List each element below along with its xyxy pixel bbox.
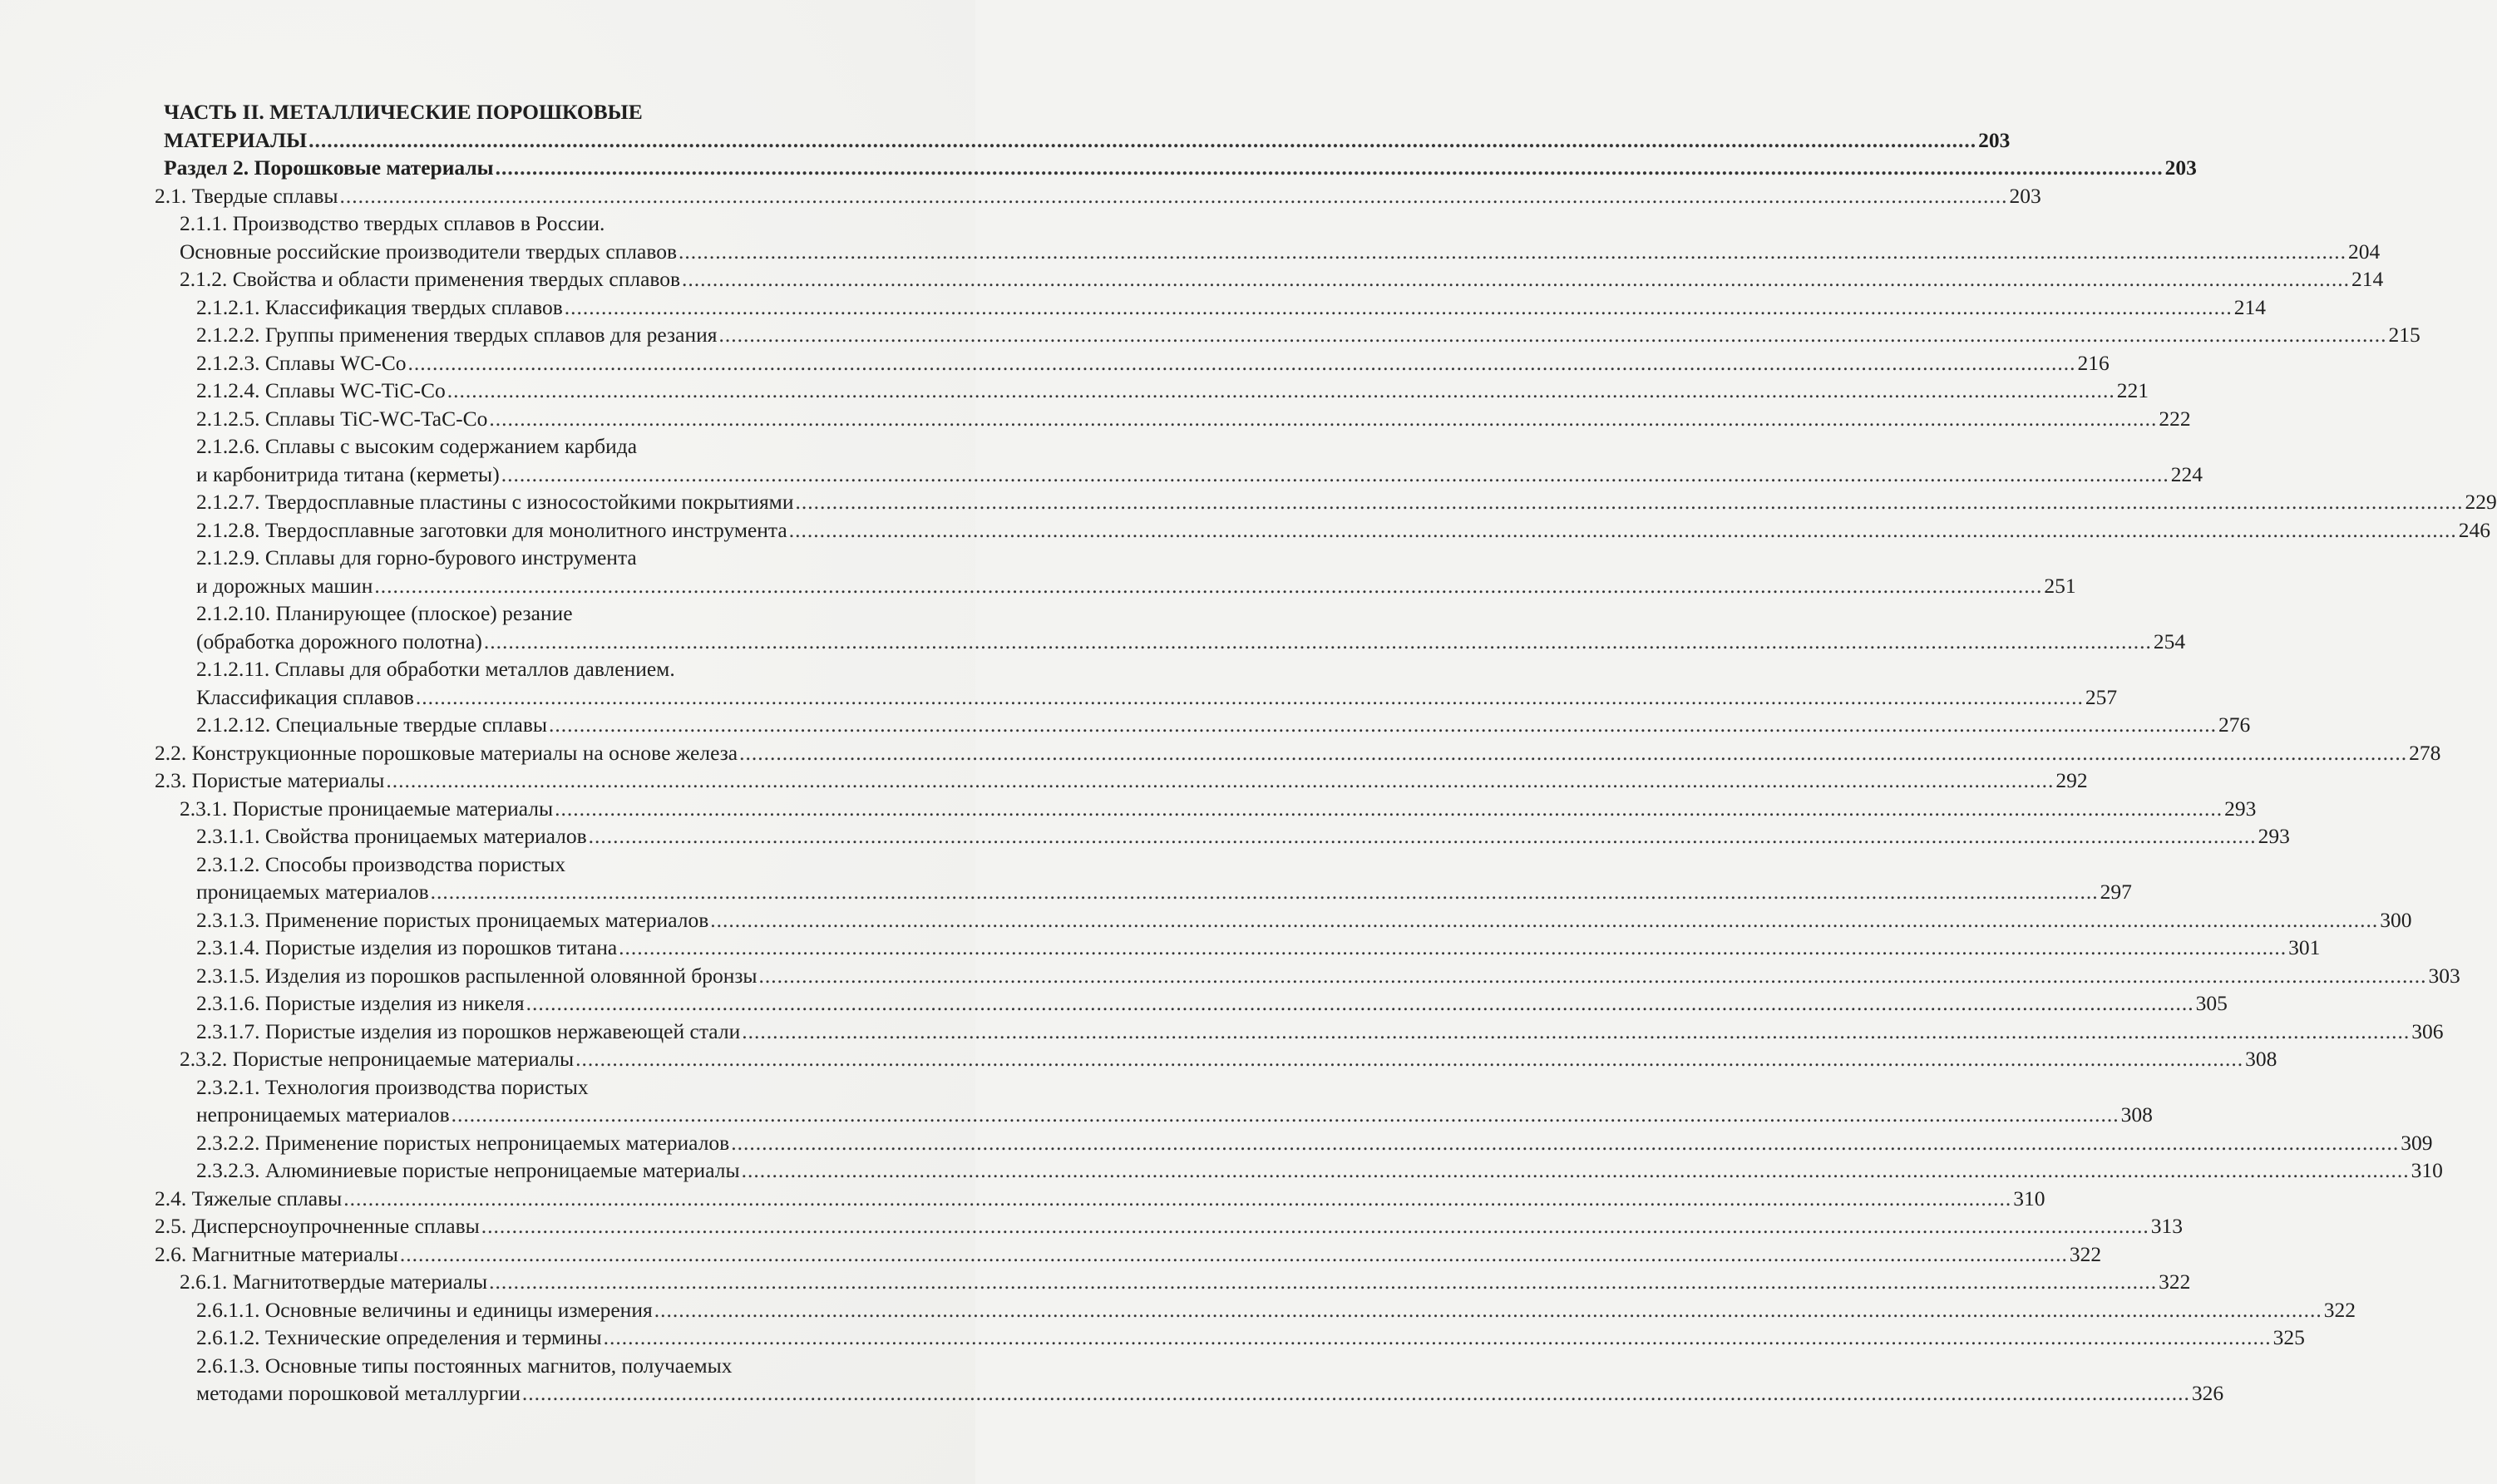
toc-entry-title: 2.1.2. Свойства и области применения твердых сплавов [180, 267, 681, 291]
dot-leader [400, 1240, 2068, 1269]
toc-entry [0, 98, 2011, 154]
toc-entry [0, 906, 2412, 934]
toc-entry [0, 655, 2118, 711]
table-of-contents [0, 98, 2497, 1408]
toc-entry [0, 739, 2441, 767]
dot-leader [343, 1185, 2011, 1213]
toc-entry-title: 2.6.1.2. Технические определения и термины [196, 1325, 602, 1349]
toc-page-number: 293 [2258, 824, 2290, 848]
dot-leader [452, 1101, 2119, 1129]
toc-page-number: 203 [1978, 127, 2011, 152]
toc-entry-title-line: 2.1.2.9. Сплавы для горно-бурового инструмента [196, 545, 637, 569]
toc-entry-title: методами порошковой металлургии [196, 1381, 521, 1405]
toc-entry-title: 2.1.2.4. Сплавы WC-TiC-Co [196, 378, 446, 402]
toc-entry [0, 1212, 2184, 1240]
toc-entry-title: Раздел 2. Порошковые материалы [164, 155, 494, 180]
toc-page-number: 303 [2428, 963, 2460, 988]
dot-leader [374, 572, 2042, 600]
toc-entry-title-line: 2.1.2.6. Сплавы с высоким содержанием карбида [196, 434, 638, 458]
toc-entry-title: 2.3.1.5. Изделия из порошков распыленной оловянной бронзы [196, 963, 757, 988]
dot-leader [549, 711, 2217, 739]
toc-entry-title-line: 2.3.1.2. Способы производства пористых [196, 851, 566, 876]
toc-entry-title: 2.1. Твердые сплавы [155, 183, 338, 208]
toc-entry [0, 1129, 2433, 1157]
toc-entry [0, 349, 2110, 377]
toc-entry [0, 1296, 2356, 1324]
toc-entry [0, 1268, 2191, 1296]
toc-entry [0, 321, 2421, 349]
toc-entry-title: 2.5. Дисперсноупрочненные сплавы [155, 1214, 480, 1238]
dot-leader [447, 377, 2115, 405]
dot-leader [739, 739, 2407, 767]
toc-entry-title: 2.3.2.2. Применение пористых непроницаемых материалов [196, 1130, 730, 1155]
dot-leader [718, 321, 2386, 349]
toc-entry [0, 210, 2381, 265]
toc-page-number: 300 [2380, 907, 2412, 932]
toc-entry [0, 1018, 2444, 1046]
dot-leader [308, 126, 1976, 155]
toc-page-number: 214 [2351, 267, 2384, 291]
toc-page-number: 322 [2323, 1297, 2356, 1322]
dot-leader [522, 1379, 2190, 1408]
toc-entry [0, 599, 2186, 655]
toc-entry [0, 795, 2257, 823]
toc-page-number: 301 [2288, 935, 2321, 959]
toc-entry [0, 544, 2076, 599]
toc-page-number: 215 [2388, 323, 2421, 347]
dot-leader [604, 1324, 2272, 1352]
toc-page-number: 204 [2348, 239, 2381, 264]
dot-leader [555, 795, 2223, 823]
toc-entry-title: 2.2. Конструкционные порошковые материалы на основе железа [155, 740, 738, 765]
toc-page-number: 293 [2224, 796, 2257, 821]
toc-entry-title: непроницаемых материалов [196, 1102, 450, 1127]
toc-entry-title: 2.6.1. Магнитотвердые материалы [180, 1270, 488, 1294]
toc-page-number: 251 [2044, 573, 2076, 598]
toc-entry-title: 2.3. Пористые материалы [155, 768, 385, 792]
toc-entry-title: (обработка дорожного полотна) [196, 629, 482, 653]
toc-entry [0, 711, 2251, 739]
dot-leader [795, 488, 2463, 516]
toc-entry [0, 1352, 2224, 1408]
toc-entry-title-line: 2.6.1.3. Основные типы постоянных магнитов, получаемых [196, 1353, 733, 1378]
toc-page-number: 325 [2272, 1325, 2305, 1349]
toc-entry-title: 2.3.2.3. Алюминиевые пористые непроницаемые материалы [196, 1158, 740, 1182]
toc-entry [0, 516, 2490, 545]
dot-leader [340, 182, 2008, 210]
toc-entry [0, 989, 2228, 1018]
dot-leader [679, 238, 2346, 266]
toc-entry-title: 2.6.1.1. Основные величины и единицы измерения [196, 1297, 653, 1322]
dot-leader [575, 1045, 2243, 1073]
toc-entry-title: 2.1.2.8. Твердосплавные заготовки для монолитного инструмента [196, 517, 787, 542]
toc-page-number: 203 [2164, 155, 2197, 180]
dot-leader [386, 767, 2054, 795]
toc-entry [0, 934, 2321, 962]
dot-leader [489, 405, 2157, 433]
toc-entry [0, 1156, 2443, 1185]
toc-page-number: 276 [2218, 712, 2251, 737]
dot-leader [654, 1296, 2322, 1324]
toc-entry-title: 2.3.1.4. Пористые изделия из порошков титана [196, 935, 618, 959]
dot-leader [481, 1212, 2149, 1240]
toc-page-number: 306 [2411, 1018, 2444, 1043]
toc-entry-title-line: 2.1.2.11. Сплавы для обработки металлов давлением. [196, 657, 675, 681]
toc-page-number: 292 [2055, 768, 2088, 792]
toc-entry-title: 2.3.2. Пористые непроницаемые материалы [180, 1047, 575, 1071]
toc-page-number: 222 [2159, 406, 2191, 431]
toc-page-number: 214 [2233, 294, 2267, 319]
toc-entry-title: Основные российские производители твердых сплавов [180, 239, 677, 264]
dot-leader [789, 516, 2457, 545]
dot-leader [489, 1268, 2157, 1296]
dot-leader [416, 683, 2084, 712]
toc-entry [0, 293, 2267, 322]
dot-leader [619, 934, 2287, 962]
toc-entry [0, 850, 2132, 906]
dot-leader [407, 349, 2075, 377]
toc-page-number: 278 [2409, 740, 2441, 765]
toc-page-number: 310 [2013, 1186, 2045, 1210]
toc-entry-title: 2.3.1.6. Пористые изделия из никеля [196, 991, 525, 1015]
dot-leader [742, 1156, 2410, 1185]
toc-page-number: 254 [2153, 629, 2186, 653]
toc-page-number: 305 [2195, 991, 2228, 1015]
toc-entry-title-line: 2.1.1. Производство твердых сплавов в России. [180, 211, 605, 235]
toc-entry [0, 1073, 2153, 1129]
toc-entry [0, 154, 2197, 182]
toc-entry-title: 2.1.2.3. Сплавы WC-Co [196, 350, 407, 375]
toc-entry [0, 1240, 2102, 1269]
dot-leader [526, 989, 2194, 1018]
dot-leader [742, 1018, 2410, 1046]
toc-entry-title-line: 2.1.2.10. Планирующее (плоское) резание [196, 601, 573, 625]
toc-entry-title-line: 2.3.2.1. Технология производства пористых [196, 1074, 589, 1099]
toc-entry [0, 488, 2497, 516]
dot-leader [710, 906, 2378, 934]
toc-entry [0, 962, 2460, 990]
toc-page-number: 308 [2245, 1047, 2277, 1071]
toc-page-number: 224 [2170, 461, 2203, 486]
toc-page-number: 216 [2077, 350, 2110, 375]
toc-entry-title: 2.1.2.7. Твердосплавные пластины с износостойкими покрытиями [196, 490, 794, 514]
toc-entry-title: 2.3.1.7. Пористые изделия из порошков нержавеющей стали [196, 1018, 741, 1043]
dot-leader [731, 1129, 2399, 1157]
toc-entry-title: 2.1.2.1. Классификация твердых сплавов [196, 294, 563, 319]
toc-entry [0, 377, 2149, 405]
toc-entry [0, 182, 2041, 210]
toc-page-number: 322 [2069, 1241, 2102, 1266]
dot-leader [759, 962, 2427, 990]
toc-entry-title: Классификация сплавов [196, 684, 414, 709]
dot-leader [431, 878, 2099, 906]
dot-leader [501, 461, 2169, 489]
toc-entry-title: 2.1.2.5. Сплавы TiC-WC-TaC-Co [196, 406, 488, 431]
toc-entry-title: 2.4. Тяжелые сплавы [155, 1186, 343, 1210]
toc-entry-title: и карбонитрида титана (керметы) [196, 461, 500, 486]
toc-page-number: 203 [2009, 183, 2041, 208]
toc-entry-title: 2.3.1.1. Свойства проницаемых материалов [196, 824, 587, 848]
toc-entry-title: 2.1.2.12. Специальные твердые сплавы [196, 712, 548, 737]
toc-entry-title: и дорожных машин [196, 573, 373, 598]
toc-page-number: 309 [2401, 1130, 2433, 1155]
toc-page-number: 229 [2465, 490, 2497, 514]
toc-entry [0, 432, 2203, 488]
toc-entry-title: 2.1.2.2. Группы применения твердых сплавов для резания [196, 323, 718, 347]
dot-leader [589, 822, 2257, 850]
dot-leader [484, 628, 2152, 656]
toc-entry-title: МАТЕРИАЛЫ [164, 127, 308, 152]
toc-entry-title: 2.6. Магнитные материалы [155, 1241, 398, 1266]
dot-leader [496, 154, 2164, 182]
toc-entry [0, 822, 2290, 850]
toc-entry [0, 767, 2088, 795]
toc-page-number: 310 [2411, 1158, 2443, 1182]
toc-entry-title: проницаемых материалов [196, 880, 429, 904]
toc-page-number: 221 [2116, 378, 2149, 402]
toc-page-number: 326 [2191, 1381, 2224, 1405]
dot-leader [565, 293, 2233, 322]
toc-page-number: 246 [2458, 517, 2490, 542]
toc-entry [0, 1324, 2305, 1352]
toc-entry-title-line: ЧАСТЬ II. МЕТАЛЛИЧЕСКИЕ ПОРОШКОВЫЕ [164, 100, 643, 124]
toc-entry [0, 1045, 2277, 1073]
dot-leader [682, 265, 2350, 293]
toc-entry-title: 2.3.1.3. Применение пористых проницаемых материалов [196, 907, 709, 932]
toc-page-number: 308 [2120, 1102, 2153, 1127]
toc-page-number: 257 [2085, 684, 2118, 709]
toc-entry [0, 405, 2191, 433]
toc-entry-title: 2.3.1. Пористые проницаемые материалы [180, 796, 554, 821]
toc-entry [0, 265, 2384, 293]
toc-page-number: 322 [2159, 1270, 2191, 1294]
toc-page-number: 297 [2100, 880, 2132, 904]
toc-entry [0, 1185, 2045, 1213]
toc-page-number: 313 [2150, 1214, 2184, 1238]
